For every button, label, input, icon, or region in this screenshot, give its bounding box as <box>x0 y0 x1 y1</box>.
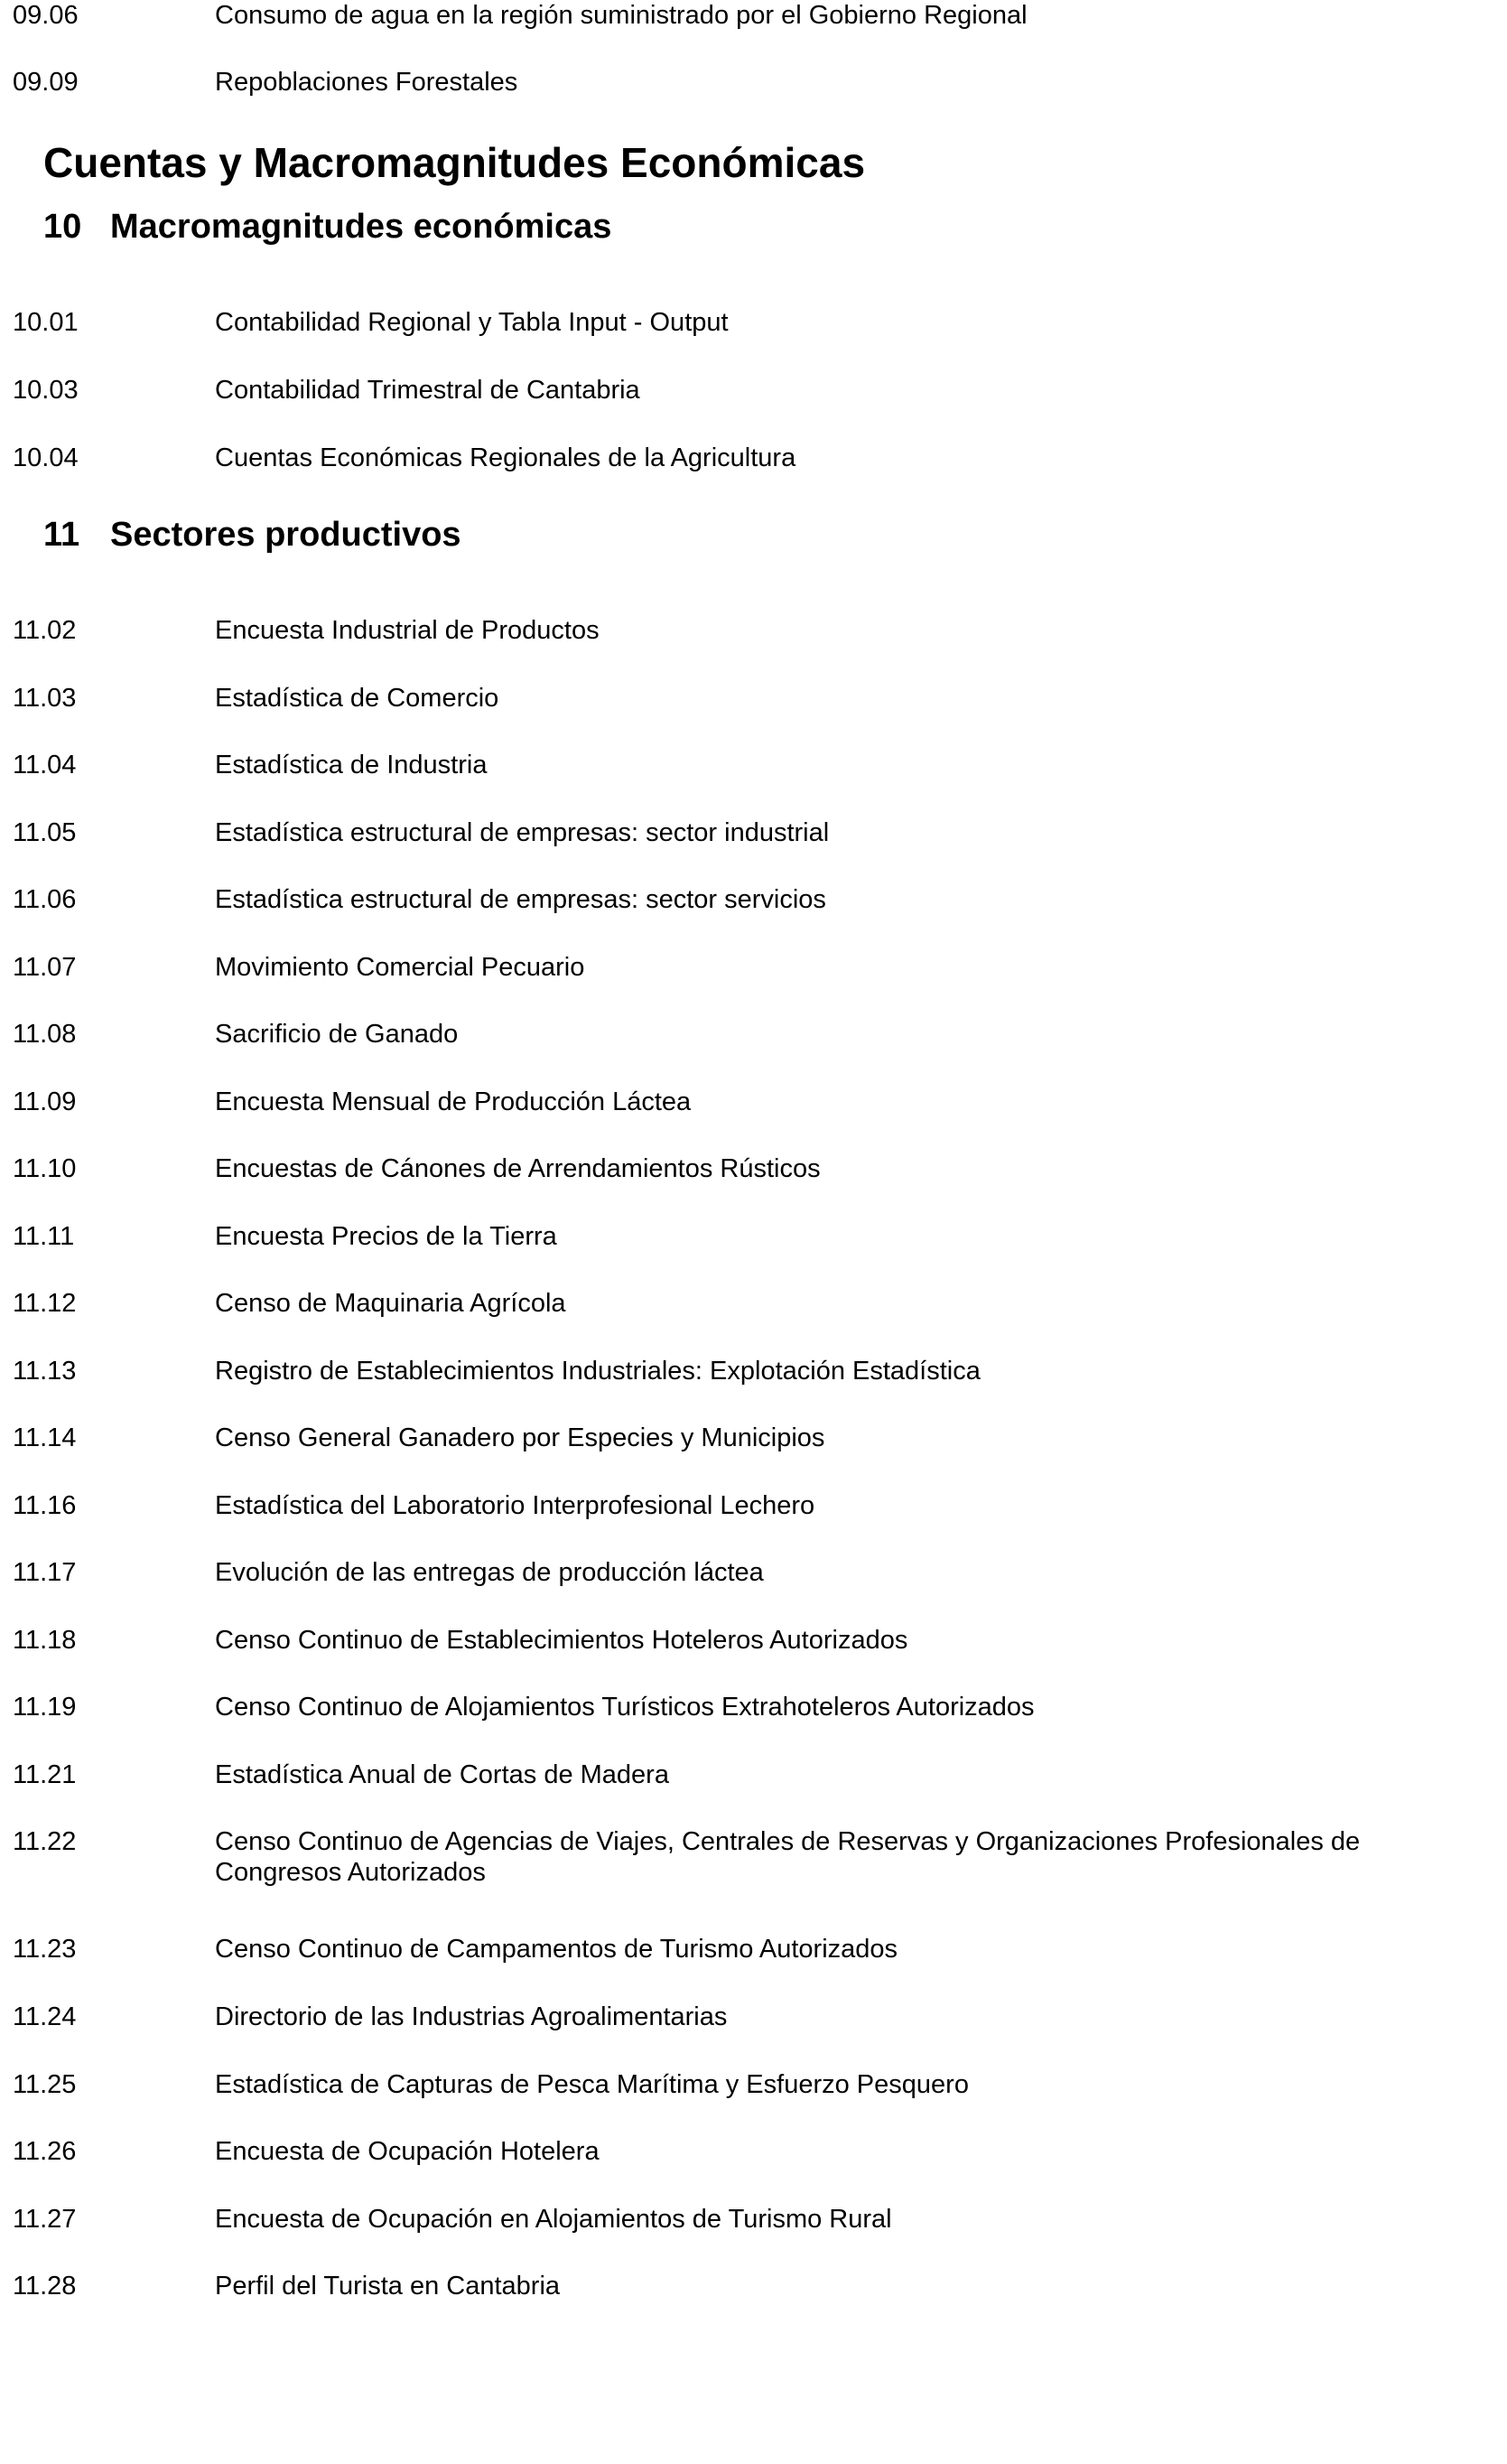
item-code: 11.16 <box>13 1491 77 1520</box>
item-label: Estadística estructural de empresas: sector servicios <box>215 885 826 914</box>
item-label: Evolución de las entregas de producción láctea <box>215 1558 764 1587</box>
item-label: Contabilidad Trimestral de Cantabria <box>215 376 640 405</box>
item-code: 11.23 <box>13 1935 77 1964</box>
item-code: 11.03 <box>13 684 77 713</box>
item-code: 11.28 <box>13 2272 77 2301</box>
item-label: Estadística de Industria <box>215 751 488 779</box>
item-code: 11.17 <box>13 1558 77 1587</box>
item-code: 11.12 <box>13 1289 77 1318</box>
item-label: Repoblaciones Forestales <box>215 68 518 97</box>
main-heading: Cuentas y Macromagnitudes Económicas <box>43 139 866 186</box>
item-code: 11.24 <box>13 2002 77 2031</box>
section-number: 11 <box>43 516 80 554</box>
item-label: Perfil del Turista en Cantabria <box>215 2272 561 2301</box>
item-label: Censo Continuo de Establecimientos Hoteleros Autorizados <box>215 1626 908 1655</box>
item-code: 11.08 <box>13 1020 77 1049</box>
item-label: Encuesta Industrial de Productos <box>215 616 600 645</box>
section-heading-11 <box>43 514 461 555</box>
item-code: 11.05 <box>13 818 77 847</box>
item-code: 10.01 <box>13 308 79 337</box>
section-number: 10 <box>43 208 82 246</box>
item-code: 11.02 <box>13 616 77 645</box>
item-label: Estadística del Laboratorio Interprofesional Lechero <box>215 1491 815 1520</box>
item-label: Censo de Maquinaria Agrícola <box>215 1289 566 1318</box>
item-label: Contabilidad Regional y Tabla Input - Output <box>215 308 729 337</box>
item-code: 11.26 <box>13 2137 77 2166</box>
item-label: Encuestas de Cánones de Arrendamientos Rústicos <box>215 1154 821 1183</box>
item-code: 11.13 <box>13 1357 77 1386</box>
section-heading-10 <box>43 206 611 247</box>
item-label: Censo Continuo de Campamentos de Turismo Autorizados <box>215 1935 898 1964</box>
item-code: 11.14 <box>13 1423 77 1452</box>
item-code: 11.06 <box>13 885 77 914</box>
item-code: 11.18 <box>13 1626 77 1655</box>
item-label: Encuesta Mensual de Producción Láctea <box>215 1087 692 1116</box>
item-label: Censo General Ganadero por Especies y Municipios <box>215 1423 825 1452</box>
item-code: 11.11 <box>13 1222 75 1251</box>
item-label: Censo Continuo de Alojamientos Turísticos Extrahoteleros Autorizados <box>215 1693 1035 1722</box>
item-label: Censo Continuo de Agencias de Viajes, Centrales de Reservas y Organizaciones Profesionales de Congresos Autorizados <box>215 1827 1361 1887</box>
item-label: Estadística estructural de empresas: sector industrial <box>215 818 830 847</box>
item-code: 11.07 <box>13 953 77 982</box>
item-code: 10.03 <box>13 376 79 405</box>
item-label: Movimiento Comercial Pecuario <box>215 953 585 982</box>
item-label: Estadística de Comercio <box>215 684 499 713</box>
item-label: Encuesta Precios de la Tierra <box>215 1222 557 1251</box>
section-title: Macromagnitudes económicas <box>110 208 612 246</box>
item-code: 09.06 <box>13 1 79 30</box>
item-code: 11.09 <box>13 1087 77 1116</box>
section-title: Sectores productivos <box>110 516 461 554</box>
item-label: Estadística Anual de Cortas de Madera <box>215 1760 669 1789</box>
item-code: 11.21 <box>13 1760 77 1789</box>
item-label: Consumo de agua en la región suministrado por el Gobierno Regional <box>215 1 1028 30</box>
item-label: Encuesta de Ocupación en Alojamientos de Turismo Rural <box>215 2205 892 2234</box>
item-code: 11.19 <box>13 1693 77 1722</box>
item-label: Registro de Establecimientos Industriales: Explotación Estadística <box>215 1357 981 1386</box>
item-code: 11.25 <box>13 2070 77 2099</box>
item-label: Encuesta de Ocupación Hotelera <box>215 2137 600 2166</box>
item-code: 09.09 <box>13 68 79 97</box>
item-code: 11.22 <box>13 1827 77 1856</box>
item-label: Cuentas Económicas Regionales de la Agricultura <box>215 443 796 472</box>
item-code: 11.04 <box>13 751 77 779</box>
item-code: 11.27 <box>13 2205 77 2234</box>
item-code: 11.10 <box>13 1154 77 1183</box>
item-label: Directorio de las Industrias Agroalimentarias <box>215 2002 728 2031</box>
item-label: Sacrificio de Ganado <box>215 1020 459 1049</box>
item-label: Estadística de Capturas de Pesca Marítima y Esfuerzo Pesquero <box>215 2070 969 2099</box>
item-code: 10.04 <box>13 443 79 472</box>
